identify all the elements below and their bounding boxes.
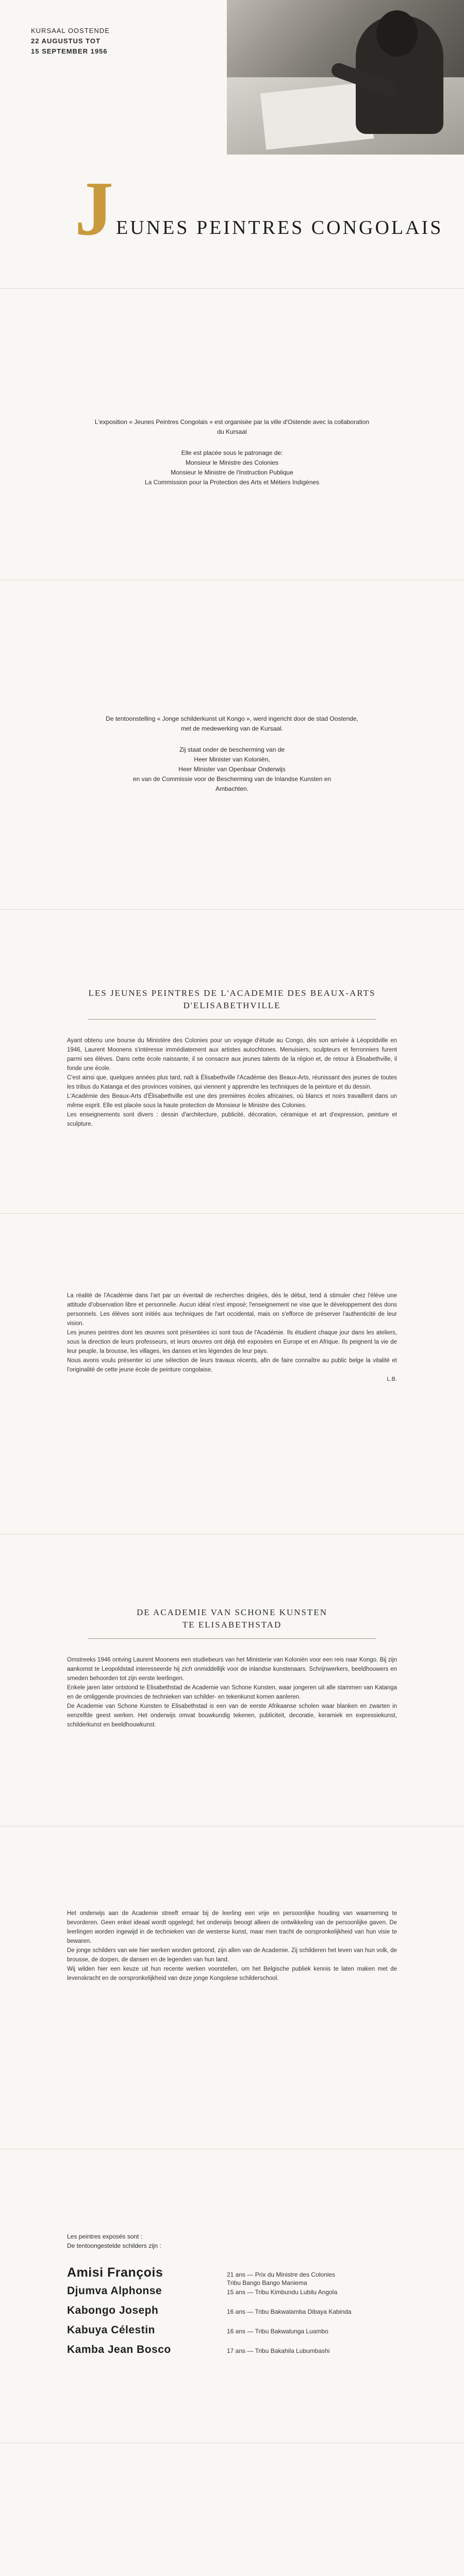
academy-nl-page <box>0 1534 464 1826</box>
paragraph: Les jeunes peintres dont les œuvres sont présentées ici sont tous de l'Académie. Ils étudient chaque jour dans les ateliers, sous la direction de leurs professeurs, et leurs œuvres ont déjà été exposées en Europe et en Afrique. Ils peignent la vie de leur peuple, la brousse, les villages, les danses et les légendes de leur pays. <box>67 1330 397 1354</box>
venue-name: KURSAAL OOSTENDE <box>31 27 110 35</box>
dates-line-2: 15 SEPTEMBER 1956 <box>31 47 108 55</box>
patronage-line: en van de Commissie voor de Bescherming van de Inlandse Kunsten en <box>132 775 332 783</box>
intro-fr: Les peintres exposés sont : <box>67 2233 143 2240</box>
painter-age: 16 ans <box>227 2328 246 2335</box>
painter-name: Kamba Jean Bosco <box>67 2344 171 2355</box>
painters-intro <box>67 2232 161 2250</box>
patronage-line: La Commission pour la Protection des Arts et Métiers Indigènes <box>144 479 320 486</box>
painter-name: Djumva Alphonse <box>67 2285 162 2297</box>
intro-fr-page <box>0 289 464 580</box>
intro-nl-page <box>0 580 464 910</box>
painters-roster-1 <box>67 2265 418 2363</box>
section-title: LES JEUNES PEINTRES DE L'ACADEMIE DES BEAUX-ARTS <box>88 988 376 998</box>
intro-fr-text <box>0 417 464 487</box>
academy-fr-heading <box>0 987 464 1027</box>
academy-nl-body-2 <box>67 1909 397 1983</box>
painter-tribe: Tribu Bango Bango Maniema <box>227 2279 307 2286</box>
painter-detail: Prix du Ministre des Colonies <box>255 2271 336 2278</box>
paragraph: L'Académie des Beaux-Arts d'Élisabethville est une des premières écoles africaines, où blancs et noirs travaillent dans un même esprit. Elle est placée sous la haute protection de Monsieur le Ministre des Colonies. <box>67 1093 397 1109</box>
paragraph: Ayant obtenu une bourse du Ministère des Colonies pour un voyage d'étude au Congo, dès son arrivée à Léopoldville en 1946, Laurent Moonens s'intéresse immédiatement aux artistes autochtones. Menuisiers, sculpteurs et ferronniers furent parmi ses élèves. Dans cette école naissante, il se consacre aux jeunes talents de la région et, de retour à Élisabethville, il fonde une école. <box>67 1038 397 1072</box>
patronage-line: Heer Minister van Openbaar Onderwijs <box>178 766 286 773</box>
patronage-line: Monsieur le Ministre de l'Instruction Publique <box>171 469 293 476</box>
cover-page <box>0 0 464 289</box>
divider <box>88 1019 376 1020</box>
painter-tribe: Tribu Bakwalamba Dibaya Kabinda <box>255 2308 352 2315</box>
painter-age: 16 ans <box>227 2308 246 2315</box>
list-item: Djumva Alphonse 15 ans — Tribu Kimbundu Lubilu Angola <box>67 2285 338 2297</box>
painter-tribe: Tribu Kimbundu Lubilu Angola <box>255 2289 338 2296</box>
section-title: DE ACADEMIE VAN SCHONE KUNSTEN <box>136 1607 328 1617</box>
paragraph: Nous avons voulu présenter ici une sélection de leurs travaux récents, afin de faire connaître au public belge la vitalité et l'originalité de cette jeune école de peinture congolaise. <box>67 1358 397 1373</box>
academy-fr-body-2 <box>67 1291 397 1384</box>
academy-nl-continued-page <box>0 1826 464 2149</box>
patronage-line: Heer Minister van Koloniën, <box>194 756 270 763</box>
intro-nl: De tentoongestelde schilders zijn : <box>67 2242 161 2249</box>
intro-nl-text <box>0 714 464 794</box>
cover-photo <box>227 0 464 155</box>
paragraph: C'est ainsi que, quelques années plus tard, naît à Élisabethville l'Académie des Beaux-Arts, réunissant des jeunes de toutes les tribus du Katanga et des provinces voisines, qui viennent y apprendre les techniques de la peinture et du dessin. <box>67 1075 397 1090</box>
list-item: Kabuya Célestin 16 ans — Tribu Bakwalunga Luambo <box>67 2324 328 2336</box>
cover-title: EUNES PEINTRES CONGOLAIS <box>116 217 443 239</box>
blank-page <box>0 2443 464 2576</box>
intro-fr-line: du Kursaal <box>217 428 247 435</box>
painter-name: Amisi François <box>67 2265 163 2280</box>
signature: L.B. <box>387 1376 397 1382</box>
list-item: Kamba Jean Bosco 17 ans — Tribu Bakahila Lubumbashi <box>67 2344 330 2355</box>
academy-nl-heading <box>0 1606 464 1646</box>
painters-list-1-page <box>0 2149 464 2443</box>
list-item: Amisi François 21 ans — Prix du Ministre des Colonies Tribu Bango Bango Maniema <box>67 2265 336 2286</box>
divider <box>88 1638 376 1639</box>
section-title: D'ELISABETHVILLE <box>183 1001 281 1010</box>
academy-fr-body <box>67 1036 397 1129</box>
dates-line-1: 22 AUGUSTUS TOT <box>31 37 101 45</box>
list-item: Kabongo Joseph 16 ans — Tribu Bakwalamba Dibaya Kabinda <box>67 2304 352 2316</box>
paragraph: Het onderwijs aan de Academie streeft ernaar bij de leerling een vrije en persoonlijke houding van waarneming te bevorderen. Geen enkel ideaal wordt opgelegd; het onderwijs beoogt alleen de ontwikkeling van de persoonlijke gaven. De leerlingen worden ingewijd in de technieken van de westerse kunst, maar men tracht de oorspronkelijkheid van hun visie te bewaren. <box>67 1910 397 1944</box>
patronage-line: Ambachten. <box>215 785 249 792</box>
painter-name: Kabongo Joseph <box>67 2304 159 2316</box>
patronage-line: Elle est placée sous le patronage de: <box>181 449 283 456</box>
painter-age: 21 ans <box>227 2271 246 2278</box>
venue-block <box>31 26 110 57</box>
painter-name: Kabuya Célestin <box>67 2324 155 2336</box>
painter-tribe: Tribu Bakwalunga Luambo <box>255 2328 328 2335</box>
paragraph: Enkele jaren later ontstond te Elisabethstad de Academie van Schone Kunsten, waar jongeren uit alle stammen van Katanga en de omliggende provincies de technieken van schilder- en tekenkunst komen aanleren. <box>67 1685 397 1700</box>
paragraph: Les enseignements sont divers : dessin d'architecture, publicité, décoration, céramique et art d'expression, peinture et sculpture. <box>67 1112 397 1127</box>
painter-tribe: Tribu Bakahila Lubumbashi <box>255 2347 330 2354</box>
patronage-line: Zij staat onder de bescherming van de <box>179 746 285 753</box>
paragraph: La réalité de l'Académie dans l'art par un éventail de recherches dirigées, dès le début, tend à stimuler chez l'élève une attitude d'observation libre et personnelle. Aucun idéal n'est imposé; l'enseignement ne vise que le développement des dons personnels. Les élèves sont initiés aux techniques de l'art occidental, mais on s'efforce de préserver l'authenticité de leur vision. <box>67 1293 397 1327</box>
paragraph: De jonge schilders van wie hier werken worden getoond, zijn allen van de Academie. Zij schilderen het leven van hun volk, de brousse, de dorpen, de dansen en de legenden van hun land. <box>67 1947 397 1963</box>
academy-fr-continued-page <box>0 1214 464 1534</box>
title-initial: J <box>75 166 113 251</box>
patronage-line: Monsieur le Ministre des Colonies <box>185 459 279 466</box>
paragraph: Wij wilden hier een keuze uit hun recente werken voorstellen, om het Belgische publiek kennis te laten maken met de levenskracht en de oorspronkelijkheid van deze jonge Kongolese schilderschool. <box>67 1966 397 1981</box>
paragraph: De Academie van Schone Kunsten te Elisabethstad is een van de eerste Afrikaanse scholen waar blanken en zwarten in eenzelfde geest werken. Het onderwijs omvat bouwkundig tekenen, publiciteit, decoratie, keramiek en expressiekunst, schilderkunst en beeldhouwkunst. <box>67 1703 397 1728</box>
academy-nl-body <box>67 1655 397 1730</box>
academy-fr-page <box>0 910 464 1214</box>
paragraph: Omstreeks 1946 ontving Laurent Moonens een studiebeurs van het Ministerie van Koloniën voor een reis naar Kongo. Bij zijn aankomst te Leopoldstad interesseerde hij zich onmiddellijk voor de inlandse kunstenaars. Schrijnwerkers, beeldhouwers en smeden behoorden tot zijn eerste leerlingen. <box>67 1657 397 1682</box>
intro-fr-line: L'exposition « Jeunes Peintres Congolais » est organisée par la ville d'Ostende avec la collaboration <box>94 418 370 426</box>
painter-age: 17 ans <box>227 2347 246 2354</box>
section-title: TE ELISABETHSTAD <box>182 1620 282 1630</box>
painter-age: 15 ans <box>227 2289 246 2296</box>
intro-nl-line: De tentoonstelling « Jonge schilderkunst uit Kongo », werd ingericht door de stad Oostende, <box>106 715 358 722</box>
intro-nl-line: met de medewerking van de Kursaal. <box>180 725 284 732</box>
